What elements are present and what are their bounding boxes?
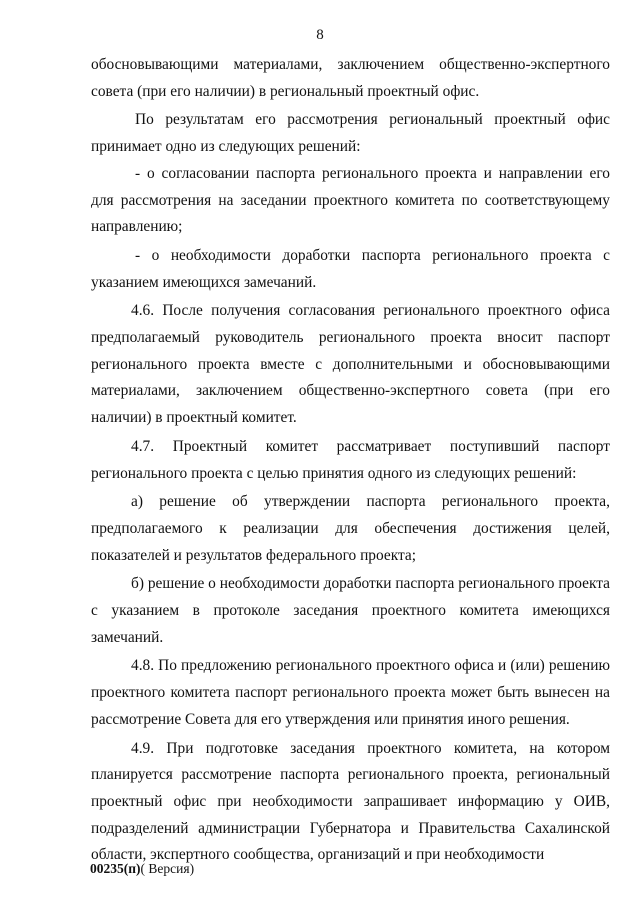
paragraph-continuation: обосновывающими материалами, заключением общественно-экспертного совета (при его наличии) в региональный проектный офис. <box>91 56 610 100</box>
paragraph-decision-approve: - о согласовании паспорта регионального проекта и направлении его для рассмотрения на заседании проектного комитета по соответствующему направлению; <box>91 164 610 236</box>
paragraph-review-results: По результатам его рассмотрения региональный проектный офис принимает одно из следующих решений: <box>91 111 610 156</box>
paragraph-decision-revise: - о необходимости доработки паспорта регионального проекта с указанием имеющихся замечаний. <box>91 246 610 291</box>
paragraph-4-7-a: а) решение об утверждении паспорта регионального проекта, предполагаемого к реализации для обеспечения достижения целей, показателей и результатов федерального проекта; <box>91 493 610 564</box>
paragraph-4-9: 4.9. При подготовке заседания проектного комитета, на котором планируется рассмотрение паспорта регионального проекта, региональный проектный офис при необходимости запрашивает информацию у ОИВ, подразделений администрации Губернатора и Правительства Сахалинской области, экспертного сообщества, организаций и при необходимости <box>91 739 610 864</box>
document-footer <box>90 860 194 878</box>
page-number: 8 <box>316 27 324 43</box>
document-version: ( Версия) <box>140 861 195 876</box>
document-body <box>91 52 610 869</box>
paragraph-4-7: 4.7. Проектный комитет рассматривает поступивший паспорт регионального проекта с целью принятия одного из следующих решений: <box>91 437 610 482</box>
paragraph-4-8: 4.8. По предложению регионального проектного офиса и (или) решению проектного комитета паспорт регионального проекта может быть вынесен на рассмотрение Совета для его утверждения или принятия иного решения. <box>91 657 610 728</box>
document-code: 00235(п) <box>90 861 141 876</box>
paragraph-4-6: 4.6. После получения согласования регионального проектного офиса предполагаемый руководитель регионального проекта вносит паспорт регионального проекта вместе с дополнительными и обосновывающими материалами, заключением общественно-экспертного совета (при его наличии) в проектный комитет. <box>91 302 610 427</box>
paragraph-4-7-b: б) решение о необходимости доработки паспорта регионального проекта с указанием в протоколе заседания проектного комитета имеющихся замечаний. <box>91 575 610 646</box>
